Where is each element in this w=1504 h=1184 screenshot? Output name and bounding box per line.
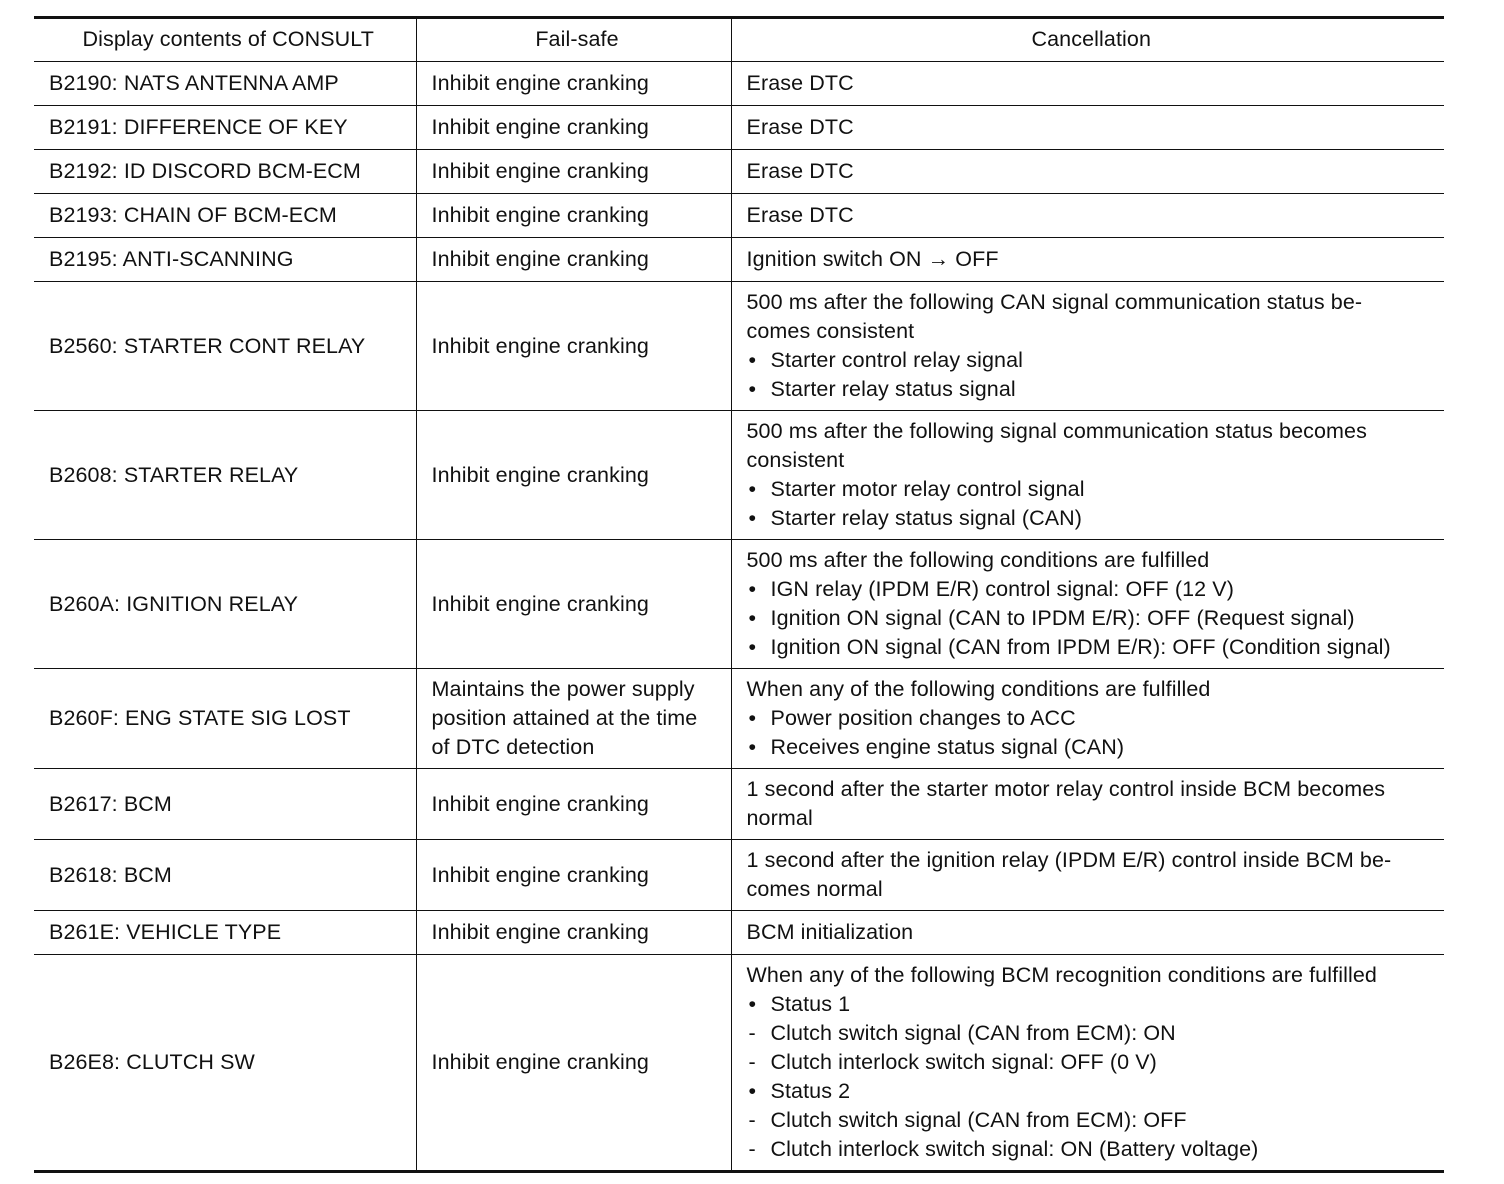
list-item-text: Starter control relay signal — [770, 348, 1024, 372]
cancellation-text: Erase DTC — [746, 202, 854, 227]
fail-safe-cell — [416, 411, 731, 540]
header-fail-safe: Fail-safe — [416, 18, 731, 62]
fail-safe-line: Inhibit engine cranking — [431, 791, 649, 816]
bullet-icon: • — [748, 348, 757, 372]
bullet-icon: • — [748, 506, 757, 530]
dash-icon: - — [748, 1021, 756, 1045]
cancellation-cell — [731, 769, 1444, 840]
fail-safe-line: Inhibit engine cranking — [431, 114, 649, 139]
cancellation-text: 500 ms after the following conditions are fulfilled — [746, 548, 1210, 572]
table-row — [34, 911, 1444, 955]
list-item-text: Status 1 — [770, 992, 851, 1016]
fail-safe-cell — [416, 106, 731, 150]
list-item-text: Clutch interlock switch signal: OFF (0 V) — [770, 1050, 1157, 1074]
fail-safe-table — [34, 16, 1444, 1173]
cancellation-cell — [731, 669, 1444, 769]
table-row — [34, 669, 1444, 769]
fail-safe-line: Inhibit engine cranking — [431, 202, 649, 227]
dash-icon: - — [748, 1137, 756, 1161]
cancellation-text: Ignition switch ON → OFF — [746, 246, 999, 271]
table-row — [34, 411, 1444, 540]
dtc-display-cell: B2618: BCM — [34, 840, 416, 911]
dtc-display-cell: B261E: VEHICLE TYPE — [34, 911, 416, 955]
table-row — [34, 769, 1444, 840]
list-item-text: Clutch switch signal (CAN from ECM): ON — [770, 1021, 1176, 1045]
table-row — [34, 106, 1444, 150]
bullet-item — [747, 375, 1437, 404]
table-row — [34, 282, 1444, 411]
cancellation-cell — [731, 840, 1444, 911]
dash-item — [747, 1048, 1437, 1077]
dtc-display-cell: B2195: ANTI-SCANNING — [34, 238, 416, 282]
bullet-icon: • — [748, 606, 757, 630]
fail-safe-cell — [416, 150, 731, 194]
bullet-item — [747, 633, 1437, 662]
cancellation-cell — [731, 955, 1444, 1172]
cancellation-text: Erase DTC — [746, 70, 854, 95]
list-item-text: IGN relay (IPDM E/R) control signal: OFF (12 V) — [770, 577, 1234, 601]
dtc-display-cell: B2617: BCM — [34, 769, 416, 840]
cancellation-text: When any of the following BCM recognition conditions are fulfilled — [746, 963, 1377, 987]
dtc-display-cell: B2191: DIFFERENCE OF KEY — [34, 106, 416, 150]
table-row — [34, 955, 1444, 1172]
cancellation-text: normal — [746, 806, 813, 830]
cancellation-text: 500 ms after the following CAN signal communication status be- — [746, 290, 1363, 314]
table-row — [34, 62, 1444, 106]
cancellation-text: comes consistent — [746, 319, 915, 343]
list-item-text: Starter relay status signal — [770, 377, 1016, 401]
fail-safe-line: position attained at the time — [431, 706, 698, 730]
cancellation-cell — [731, 411, 1444, 540]
cancellation-cell — [731, 106, 1444, 150]
list-item-text: Status 2 — [770, 1079, 851, 1103]
cancellation-text: Erase DTC — [746, 114, 854, 139]
fail-safe-cell — [416, 955, 731, 1172]
bullet-icon: • — [748, 635, 757, 659]
bullet-item — [747, 346, 1437, 375]
dash-item — [747, 1135, 1437, 1164]
table-row — [34, 238, 1444, 282]
cancellation-text: 1 second after the ignition relay (IPDM E/R) control inside BCM be- — [746, 848, 1392, 872]
cancellation-cell — [731, 282, 1444, 411]
cancellation-text: comes normal — [746, 877, 883, 901]
dtc-display-cell: B2192: ID DISCORD BCM-ECM — [34, 150, 416, 194]
dtc-display-cell: B2608: STARTER RELAY — [34, 411, 416, 540]
fail-safe-line: Inhibit engine cranking — [431, 158, 649, 183]
table-row — [34, 540, 1444, 669]
table-body — [34, 62, 1444, 1172]
cancellation-text: 1 second after the starter motor relay control inside BCM becomes — [746, 777, 1386, 801]
header-cancellation: Cancellation — [731, 18, 1444, 62]
dash-item — [747, 1019, 1437, 1048]
dash-item — [747, 1106, 1437, 1135]
dtc-display-cell: B2560: STARTER CONT RELAY — [34, 282, 416, 411]
dash-icon: - — [748, 1050, 756, 1074]
bullet-item — [747, 475, 1437, 504]
list-item-text: Ignition ON signal (CAN from IPDM E/R): OFF (Condition signal) — [770, 635, 1391, 659]
fail-safe-cell — [416, 194, 731, 238]
list-item-text: Receives engine status signal (CAN) — [770, 735, 1125, 759]
bullet-icon: • — [748, 577, 757, 601]
dtc-display-cell: B2190: NATS ANTENNA AMP — [34, 62, 416, 106]
bullet-item — [747, 504, 1437, 533]
fail-safe-cell — [416, 769, 731, 840]
fail-safe-line: Inhibit engine cranking — [431, 1050, 649, 1074]
fail-safe-line: Inhibit engine cranking — [431, 862, 649, 887]
table-row — [34, 194, 1444, 238]
list-item-text: Starter motor relay control signal — [770, 477, 1085, 501]
fail-safe-cell — [416, 282, 731, 411]
cancellation-cell — [731, 238, 1444, 282]
list-item-text: Clutch switch signal (CAN from ECM): OFF — [770, 1108, 1187, 1132]
fail-safe-cell — [416, 840, 731, 911]
bullet-icon: • — [748, 1079, 757, 1103]
bullet-item — [747, 733, 1437, 762]
dtc-display-cell: B260F: ENG STATE SIG LOST — [34, 669, 416, 769]
fail-safe-cell — [416, 62, 731, 106]
bullet-icon: • — [748, 377, 757, 401]
bullet-icon: • — [748, 706, 757, 730]
fail-safe-cell — [416, 238, 731, 282]
fail-safe-line: Inhibit engine cranking — [431, 246, 649, 271]
cancellation-cell — [731, 194, 1444, 238]
dtc-display-cell: B2193: CHAIN OF BCM-ECM — [34, 194, 416, 238]
bullet-item — [747, 704, 1437, 733]
dtc-display-cell: B260A: IGNITION RELAY — [34, 540, 416, 669]
cancellation-cell — [731, 150, 1444, 194]
cancellation-text: BCM initialization — [746, 919, 914, 944]
table-row — [34, 150, 1444, 194]
dash-icon: - — [748, 1108, 756, 1132]
list-item-text: Ignition ON signal (CAN to IPDM E/R): OFF (Request signal) — [770, 606, 1355, 630]
fail-safe-cell — [416, 911, 731, 955]
bullet-icon: • — [748, 477, 757, 501]
bullet-item — [747, 575, 1437, 604]
header-row — [34, 18, 1444, 62]
bullet-icon: • — [748, 735, 757, 759]
bullet-icon: • — [748, 992, 757, 1016]
bullet-item — [747, 1077, 1437, 1106]
fail-safe-line: Inhibit engine cranking — [431, 919, 649, 944]
bullet-item — [747, 604, 1437, 633]
cancellation-cell — [731, 62, 1444, 106]
cancellation-cell — [731, 911, 1444, 955]
cancellation-cell — [731, 540, 1444, 669]
fail-safe-cell — [416, 540, 731, 669]
fail-safe-line: of DTC detection — [431, 735, 595, 759]
dtc-display-cell: B26E8: CLUTCH SW — [34, 955, 416, 1172]
list-item-text: Starter relay status signal (CAN) — [770, 506, 1083, 530]
cancellation-text: When any of the following conditions are fulfilled — [746, 677, 1211, 701]
list-item-text: Power position changes to ACC — [770, 706, 1076, 730]
bullet-item — [747, 990, 1437, 1019]
fail-safe-line: Maintains the power supply — [431, 677, 695, 701]
cancellation-text: 500 ms after the following signal communication status becomes — [746, 419, 1367, 443]
fail-safe-line: Inhibit engine cranking — [431, 70, 649, 95]
fail-safe-cell — [416, 669, 731, 769]
fail-safe-line: Inhibit engine cranking — [431, 462, 649, 487]
fail-safe-line: Inhibit engine cranking — [431, 591, 649, 616]
list-item-text: Clutch interlock switch signal: ON (Battery voltage) — [770, 1137, 1259, 1161]
fail-safe-line: Inhibit engine cranking — [431, 333, 649, 358]
header-display-contents: Display contents of CONSULT — [34, 18, 416, 62]
cancellation-text: Erase DTC — [746, 158, 854, 183]
table-row — [34, 840, 1444, 911]
cancellation-text: consistent — [746, 448, 845, 472]
